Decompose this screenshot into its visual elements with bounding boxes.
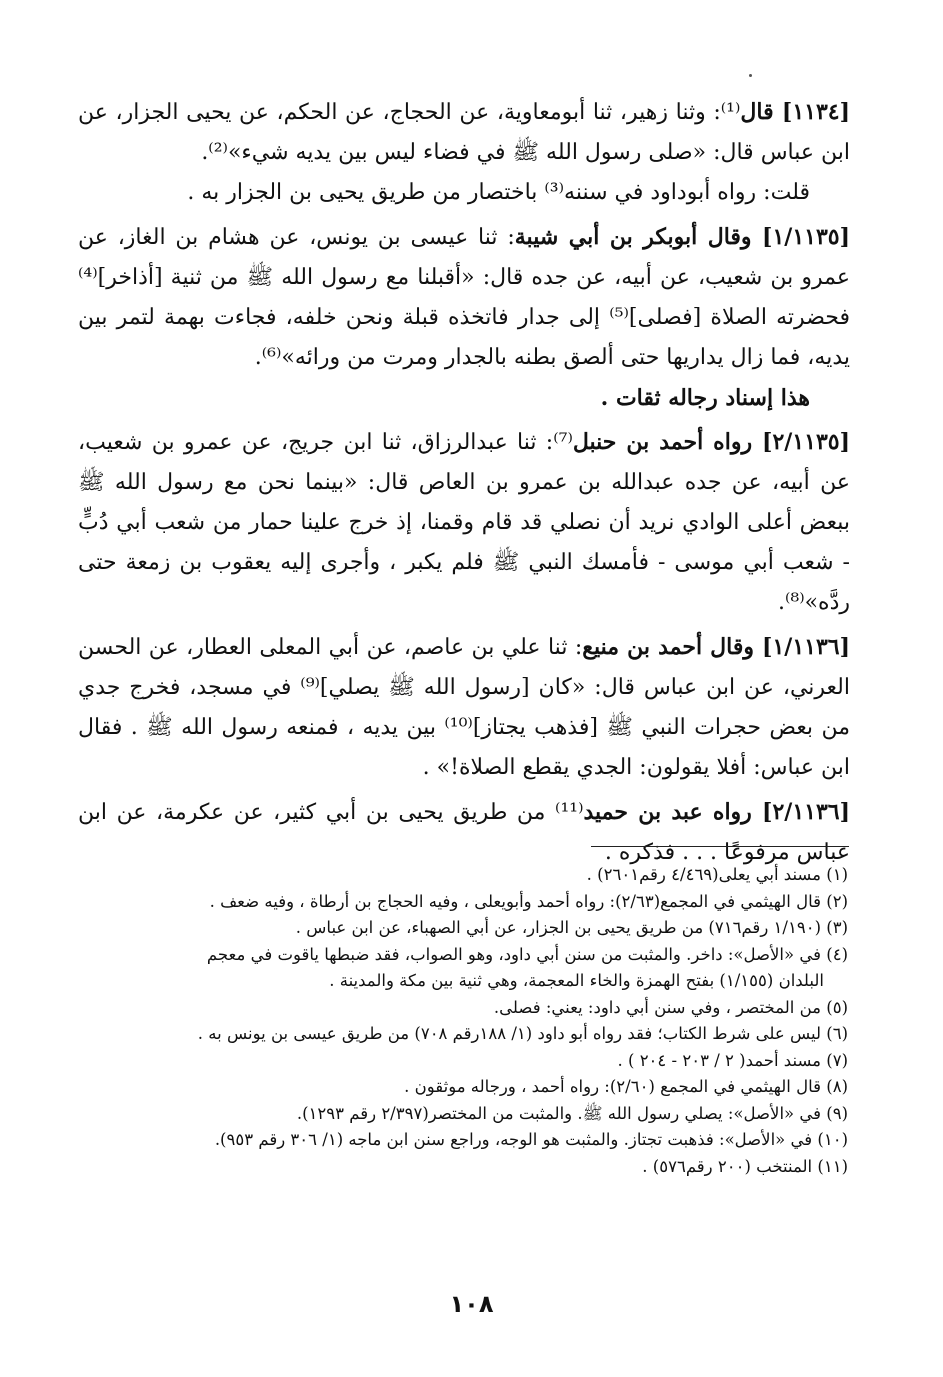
hadith-ref: [١١٣٤] قال (740, 99, 850, 125)
paragraph-1136-2 (78, 792, 850, 873)
hadith-text: ⁽⁷⁾: ثنا عبدالرزاق، ثنا ابن جريج، عن عمرو بن شعيب، عن أبيه، عن جده عبدالله بن عمرو بن العاص قال: «بينما نحن مع رسول الله ﷺ ببعض أعلى الوادي نريد أن نصلي قد قام وقمنا، إذ خرج علينا حمار من شعب أبي دُبٍّ - شعب أبي موسى - فأمسك النبي ﷺ فلم يكبر ، وأجرى إليه يعقوب بن زمعة حتى ردَّه»⁽⁸⁾. (78, 430, 850, 615)
footnote-4-cont: البلدان (١/١٥٥) بفتح الهمزة والخاء المعجمة، وهي ثنية بين مكة والمدينة . (329, 971, 824, 990)
decorative-dot (749, 74, 752, 77)
hadith-text: ⁽¹⁾: وثنا زهير، ثنا أبومعاوية، عن الحجاج، عن الحكم، عن يحيى الجزار، عن ابن عباس قال: «صلى رسول الله ﷺ في فضاء ليس بين يديه شيء»⁽²⁾. (78, 100, 850, 165)
footnote-1: (١) مسند أبي يعلى(٤/٤٦٩ رقم٢٦٠١) . (586, 865, 848, 884)
footnote-9: (٩) في «الأصل»: يصلي رسول الله ﷺ. والمثبت من المختصر(٢/٣٩٧ رقم ١٢٩٣). (296, 1103, 848, 1123)
main-text (78, 88, 850, 873)
hadith-text: ⁽¹¹⁾ من طريق يحيى بن أبي كثير، عن عكرمة، عن ابن عباس مرفوعًا . . . فذكره . (78, 800, 850, 865)
hadith-text: : ثنا علي بن عاصم، عن أبي المعلى العطار، عن الحسن العرني، عن ابن عباس قال: «كان [رسول الله ﷺ يصلي]⁽⁹⁾ في مسجد، فخرج جدي من بعض حجرات النبي ﷺ [فذهب يجتاز]⁽¹⁰⁾ بين يديه ، فمنعه رسول الله ﷺ . فقال ابن عباس: أفلا يقولون: الجدي يقطع الصلاة!» . (78, 635, 850, 780)
paragraph-verdict (78, 378, 850, 418)
footnote-6: (٦) ليس على شرط الكتاب؛ فقد رواه أبو داود (١/ ١٨٨رقم ٧٠٨) من طريق عيسى بن يونس به . (197, 1024, 848, 1043)
footnote-2: (٢) قال الهيثمي في المجمع(٢/٦٣): رواه أحمد وأبويعلى ، وفيه الحجاج بن أرطاة ، وفيه ضعف . (209, 891, 848, 911)
paragraph-1135-1 (78, 217, 850, 378)
paragraph-1136-1 (78, 627, 850, 788)
verdict-text: هذا إسناد رجاله ثقات . (600, 385, 810, 411)
footnote-5: (٥) من المختصر ، وفي سنن أبي داود: يعني: فصلى. (493, 997, 848, 1017)
footnote-4: (٤) في «الأصل»: داخر. والمثبت من سنن أبي داود، وهو الصواب، فقد ضبطها ياقوت في معجم (206, 944, 848, 964)
paragraph-1134 (78, 92, 850, 173)
hadith-ref: [١/١١٣٥] وقال أبوبكر بن أبي شيبة (514, 224, 851, 250)
footnote-separator (591, 846, 849, 847)
footnote-3: (٣) (١/١٩٠ رقم٧١٦) من طريق يحيى بن الجزار، عن أبي الصهباء، عن ابن عباس . (295, 918, 848, 937)
footnotes (78, 862, 848, 1180)
footnote-11: (١١) المنتخب (٢٠٠ رقم٥٧٦) . (642, 1156, 848, 1176)
footnote-7: (٧) مسند أحمد( ٢ / ٢٠٣ - ٢٠٤ ) . (617, 1050, 848, 1070)
hadith-text: : ثنا عيسى بن يونس، عن هشام بن الغاز، عن عمرو بن شعيب، عن أبيه، عن جده قال: «أقبلنا مع رسول الله ﷺ من ثنية [أذاخر]⁽⁴⁾ فحضرته الصلاة [فصلى]⁽⁵⁾ إلى جدار فاتخذه قبلة ونحن خلفه، فجاءت بهمة لتمر بين يديه، فما زال يداريها حتى ألصق بطنه بالجدار ومرت من ورائه»⁽⁶⁾. (78, 225, 850, 370)
footnote-8: (٨) قال الهيثمي في المجمع (٢/٦٠): رواه أحمد ، ورجاله موثقون . (404, 1077, 848, 1096)
page-number: ١٠٨ (449, 1290, 494, 1318)
paragraph-1135-2 (78, 422, 850, 623)
hadith-ref: [٢/١١٣٦] رواه عبد بن حميد (583, 799, 851, 825)
hadith-ref: [١/١١٣٦] وقال أحمد بن منيع (582, 634, 851, 660)
paragraph-note (78, 173, 850, 213)
hadith-ref: [٢/١١٣٥] رواه أحمد بن حنبل (572, 429, 850, 455)
note-text: قلت: رواه أبوداود في سننه⁽³⁾ باختصار من طريق يحيى بن الجزار به . (187, 180, 810, 205)
footnote-10: (١٠) في «الأصل»: فذهبت تجتاز. والمثبت هو الوجه، وراجع سنن ابن ماجه (١/ ٣٠٦ رقم ٩٥٣). (214, 1130, 848, 1149)
